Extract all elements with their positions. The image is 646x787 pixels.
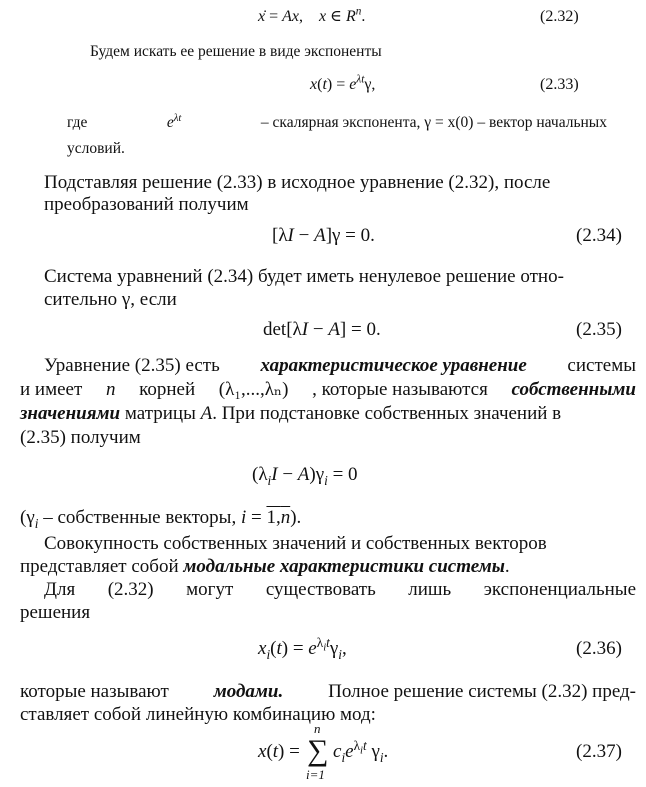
text-where-exp: $e^{\lambda t}$ (166, 111, 182, 131)
text-span: представляет собой (20, 556, 179, 577)
equation-2-35-formula: det[λI − A] = 0. (263, 319, 381, 340)
text-span: матрицы (124, 403, 196, 424)
paragraph-modes-line-2: ставляет собой линейную комбинацию мод: (20, 704, 376, 725)
equation-2-35 (263, 318, 381, 342)
paragraph-system-line-2: сительно γ, если (44, 289, 177, 310)
paragraph-characteristic-line-2 (20, 379, 636, 401)
equation-2-37-rhs-text: $c_ie^{\lambda_it}$ $\gamma_i$. (333, 737, 389, 765)
term-eigenvalues-part-1: собственными (511, 379, 636, 400)
paragraph-modal-line-1: Совокупность собственных значений и собственных векторов (44, 533, 547, 554)
text-intro-exponent: Будем искать ее решение в виде экспоненты (90, 43, 382, 60)
equation-number-2-34: (2.34) (576, 225, 622, 246)
note-eigenvectors: ($\gamma_i$ – собственные векторы, i = 1,n). (20, 507, 302, 531)
word: существовать (265, 579, 376, 600)
term-modes: модами. (213, 681, 284, 702)
paragraph-characteristic-line-4: (2.35) получим (20, 427, 141, 448)
equation-2-33 (310, 73, 375, 97)
equation-eigen (252, 463, 358, 487)
equation-2-34-formula: [λI − A]γ = 0. (272, 225, 375, 246)
equation-2-37-lhs (258, 740, 300, 764)
equation-2-32 (258, 5, 365, 29)
paragraph-modal-line-2 (20, 556, 510, 578)
sum-sign: ∑ (307, 734, 329, 767)
equation-2-32-formula: ẋ = Ax, x ∈ $R^n$. (258, 5, 366, 25)
sum-upper-limit: n (314, 721, 321, 736)
paragraph-substitution-line-1: Подставляя решение (2.33) в исходное уравнение (2.32), после (44, 172, 551, 193)
paragraph-characteristic-line-3 (20, 403, 636, 425)
paragraph-exponential-line-1 (44, 579, 636, 601)
word: Для (44, 579, 76, 600)
term-characteristic-equation: характеристическое уравнение (260, 355, 527, 376)
text-span: Полное решение системы (2.32) пред- (328, 681, 636, 702)
text-conditions: условий. (67, 140, 125, 157)
text-span: Уравнение (2.35) есть (44, 355, 220, 376)
equation-2-33-formula: $x(t) = e^{\lambda t}\gamma$, (310, 73, 376, 93)
word: лишь (408, 579, 452, 600)
term-eigenvalues-part-2: значениями (20, 403, 121, 424)
equation-number-2-32: (2.32) (540, 8, 579, 25)
text-span: . При подстановке собственных значений в (212, 403, 562, 424)
equation-eigen-formula: $(\lambda_iI - A)\gamma_i = 0$ (252, 464, 358, 488)
word: могут (186, 579, 234, 600)
paragraph-system-line-1: Система уравнений (2.34) будет иметь ненулевое решение отно- (44, 266, 564, 287)
text-span: корней (139, 379, 196, 400)
equation-2-37-lhs-text: x(t) = (258, 741, 300, 762)
text-where-pre: где (67, 114, 88, 131)
text-span: системы (567, 355, 636, 376)
paragraph-modes-line-1 (20, 681, 636, 703)
equation-number-2-36: (2.36) (576, 638, 622, 659)
equation-2-34 (272, 224, 375, 248)
text-span: и имеет (20, 379, 83, 400)
text-span: n (105, 379, 116, 400)
paragraph-substitution-line-2: преобразований получим (44, 194, 249, 215)
equation-number-2-37: (2.37) (576, 741, 622, 762)
paragraph-exponential-line-2: решения (20, 602, 91, 623)
text-span: которые называют (20, 681, 169, 702)
paragraph-characteristic-line-1 (44, 355, 636, 377)
equation-2-36 (258, 634, 347, 662)
equation-number-2-35: (2.35) (576, 319, 622, 340)
word: (2.32) (107, 579, 154, 600)
text-span: , которые называются (312, 379, 488, 400)
term-modal-characteristics: модальные характеристики системы (183, 556, 505, 577)
equation-number-2-33: (2.33) (540, 76, 579, 93)
text-span: A (200, 403, 213, 424)
equation-2-37-rhs (333, 737, 389, 765)
text-where-line (67, 113, 607, 132)
equation-2-36-formula: $x_i(t) = e^{\lambda_it}\gamma_i$, (258, 634, 347, 662)
sum-lower-limit: i=1 (306, 767, 325, 782)
text-span: (λ₁,...,λₙ) (218, 379, 289, 400)
word: экспоненциальные (483, 579, 636, 600)
text-where-post: – скалярная экспонента, γ = x(0) – вектор начальных (260, 114, 607, 131)
text-span: . (504, 556, 510, 577)
